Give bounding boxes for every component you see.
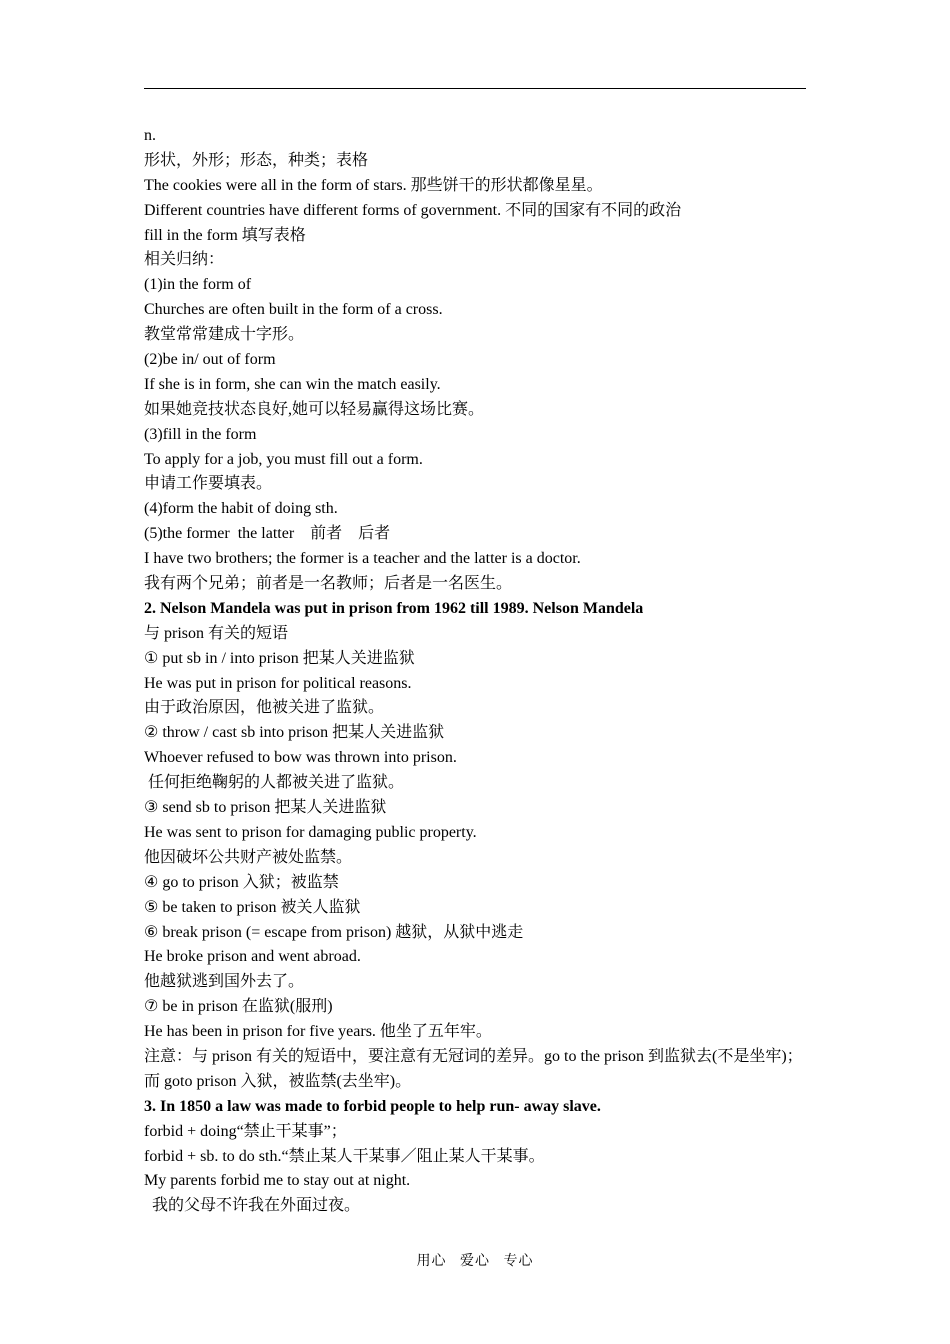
document-body bbox=[144, 124, 824, 1219]
text-line: (1)in the form of bbox=[144, 276, 252, 294]
text-line: ⑦ be in prison 在监狱(服刑) bbox=[144, 998, 333, 1016]
text-line: He broke prison and went abroad. bbox=[144, 948, 361, 966]
text-line: He has been in prison for five years. 他坐了五年牢。 bbox=[144, 1023, 492, 1041]
text-line: If she is in form, she can win the match easily. bbox=[144, 375, 441, 393]
text-line: n. bbox=[144, 127, 156, 144]
text-line: He was put in prison for political reasons. bbox=[144, 674, 412, 692]
text-line: 相关归纳： bbox=[144, 251, 225, 269]
page-footer: 用心 爱心 专心 bbox=[416, 1254, 534, 1269]
section-heading: 2. Nelson Mandela was put in prison from 1962 till 1989. Nelson Mandela bbox=[144, 599, 644, 617]
text-line: forbid + doing“禁止干某事”； bbox=[144, 1122, 347, 1140]
text-line: (3)fill in the form bbox=[144, 425, 257, 443]
text-line: 他越狱逃到国外去了。 bbox=[144, 973, 305, 991]
text-line: The cookies were all in the form of stars. 那些饼干的形状都像星星。 bbox=[144, 176, 603, 194]
text-line: Whoever refused to bow was thrown into prison. bbox=[144, 749, 457, 767]
text-line: He was sent to prison for damaging public property. bbox=[144, 823, 477, 841]
text-line: 注意：与 prison 有关的短语中，要注意有无冠词的差异。go to the prison 到监狱去(不是坐牢)； bbox=[144, 1047, 803, 1065]
text-line: forbid + sb. to do sth.“禁止某人干某事／阻止某人干某事。 bbox=[144, 1147, 545, 1165]
text-line: 他因破坏公共财产被处监禁。 bbox=[144, 848, 353, 866]
text-line: Different countries have different forms of government. 不同的国家有不同的政治 bbox=[144, 201, 682, 219]
text-line: ⑤ be taken to prison 被关人监狱 bbox=[144, 898, 361, 916]
section-heading: 3. In 1850 a law was made to forbid people to help run- away slave. bbox=[144, 1097, 601, 1115]
text-line: I have two brothers; the former is a teacher and the latter is a doctor. bbox=[144, 550, 581, 568]
text-line: fill in the form 填写表格 bbox=[144, 226, 306, 244]
text-line: 如果她竞技状态良好,她可以轻易赢得这场比赛。 bbox=[144, 400, 485, 418]
text-line: (4)form the habit of doing sth. bbox=[144, 500, 338, 518]
text-line: (5)the former the latter 前者 后者 bbox=[144, 525, 391, 543]
text-line: (2)be in/ out of form bbox=[144, 351, 276, 369]
text-line: 我有两个兄弟；前者是一名教师；后者是一名医生。 bbox=[144, 575, 513, 593]
text-line: 任何拒绝鞠躬的人都被关进了监狱。 bbox=[144, 774, 405, 792]
text-line: ⑥ break prison (= escape from prison) 越狱，从狱中逃走 bbox=[144, 923, 524, 941]
text-line: ① put sb in / into prison 把某人关进监狱 bbox=[144, 649, 415, 667]
text-line: 与 prison 有关的短语 bbox=[144, 624, 289, 642]
text-line: 教堂常常建成十字形。 bbox=[144, 326, 305, 344]
text-line: ② throw / cast sb into prison 把某人关进监狱 bbox=[144, 724, 445, 742]
text-line: Churches are often built in the form of a cross. bbox=[144, 301, 443, 319]
text-line: 我的父母不许我在外面过夜。 bbox=[144, 1197, 361, 1215]
header-rule bbox=[144, 88, 806, 89]
text-line: ③ send sb to prison 把某人关进监狱 bbox=[144, 799, 387, 817]
text-line: 形状，外形；形态，种类；表格 bbox=[144, 151, 369, 169]
text-line: My parents forbid me to stay out at night. bbox=[144, 1172, 411, 1190]
text-line: To apply for a job, you must fill out a form. bbox=[144, 450, 423, 468]
text-line: 由于政治原因，他被关进了监狱。 bbox=[144, 699, 385, 717]
text-line: 而 goto prison 入狱，被监禁(去坐牢)。 bbox=[144, 1072, 412, 1090]
text-line: ④ go to prison 入狱；被监禁 bbox=[144, 873, 339, 891]
text-line: 申请工作要填表。 bbox=[144, 475, 273, 493]
